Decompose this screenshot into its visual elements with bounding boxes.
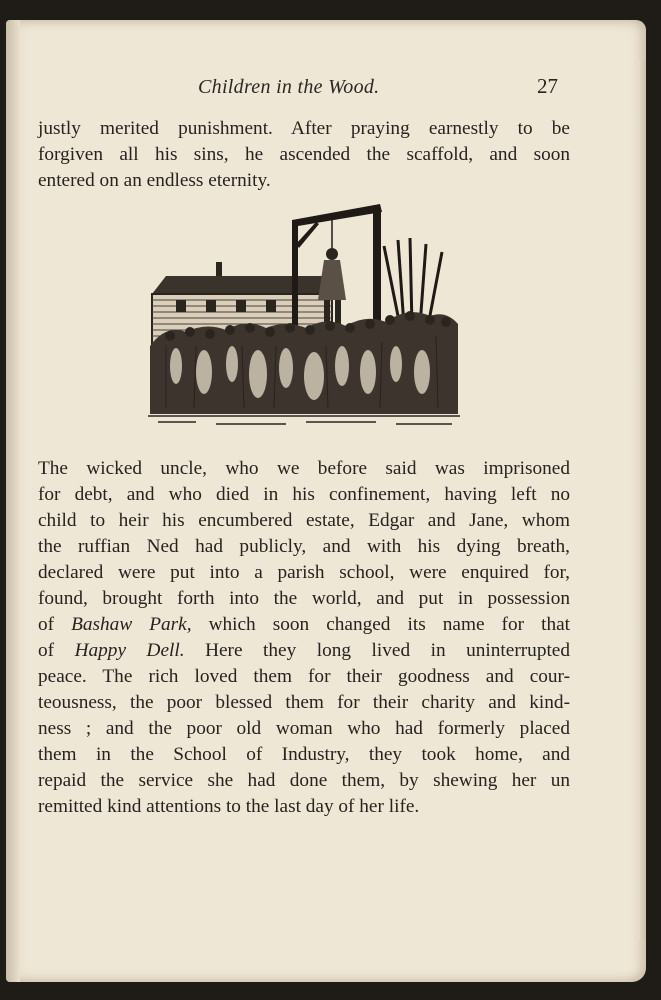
place-name-bashaw-park: Bashaw Park, — [71, 614, 192, 635]
paragraph2-line: child to heir his encumbered estate, Edgar and Jane, whom — [38, 510, 570, 531]
text-run: of — [38, 614, 72, 635]
paragraph2-line: repaid the service she had done them, by shewing her un — [38, 770, 570, 791]
ground-icon — [148, 416, 460, 424]
page-number: 27 — [537, 74, 558, 98]
place-name-happy-dell: Happy Dell. — [74, 640, 185, 661]
paragraph2-line — [38, 639, 570, 663]
paragraph2-line: teousness, the poor blessed them for their charity and kind- — [38, 692, 570, 713]
paragraph2-line: remitted kind attentions to the last day of her life. — [38, 796, 420, 817]
paragraph2-line: them in the School of Industry, they took home, and — [38, 744, 570, 765]
text-run: Here they long lived in uninterrupted — [184, 640, 571, 661]
paragraph2-line: for debt, and who died in his confinement, having left no — [38, 484, 570, 505]
page-edge — [638, 60, 646, 940]
page-gutter — [6, 20, 20, 982]
paragraph2-line: declared were put into a parish school, were enquired for, — [38, 562, 570, 583]
paragraph2-line: The wicked uncle, who we before said was imprisoned — [38, 458, 570, 479]
paragraph1-line: forgiven all his sins, he ascended the scaffold, and soon — [38, 144, 570, 165]
running-title: Children in the Wood. — [198, 76, 380, 98]
paragraph2-line — [38, 613, 570, 637]
paragraph2-line: peace. The rich loved them for their goodness and cour- — [38, 666, 570, 687]
paragraph2-line: ness ; and the poor old woman who had formerly placed — [38, 718, 570, 739]
paragraph1-line: justly merited punishment. After praying earnestly to be — [38, 118, 570, 139]
text-run: which soon changed its name for that — [191, 614, 571, 635]
text-run: of — [38, 640, 75, 661]
paragraph2-line: found, brought forth into the world, and put in possession — [38, 588, 570, 609]
paragraph2-line: the ruffian Ned had publicly, and with his dying breath, — [38, 536, 570, 557]
paragraph1-line: entered on an endless eternity. — [38, 170, 271, 191]
woodcut-hanging-scene-icon — [146, 196, 466, 436]
